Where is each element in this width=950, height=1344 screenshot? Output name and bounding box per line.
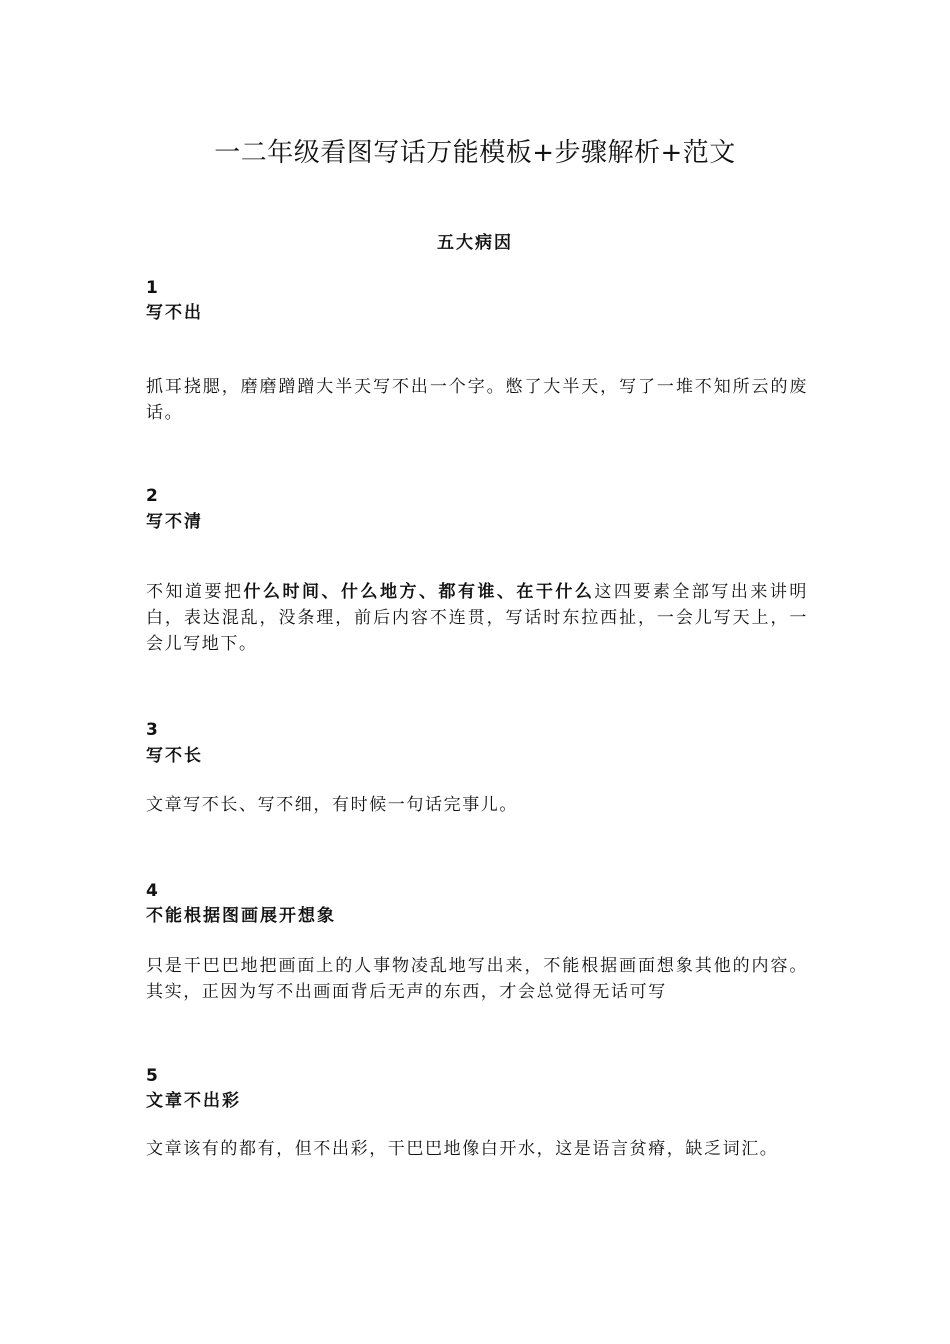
section-4-number: 4 — [146, 881, 158, 901]
section-1-heading: 写不出 — [146, 303, 203, 323]
section-3-number: 3 — [146, 720, 158, 740]
section-4-heading: 不能根据图画展开想象 — [146, 906, 336, 926]
section-5-text: 文章该有的都有，但不出彩，干巴巴地像白开水，这是语言贫瘠，缺乏词汇。 — [146, 1139, 779, 1159]
section-subtitle: 五大病因 — [437, 233, 513, 253]
section-2-text-rest: 这四要素全部写出来讲明白，表达混乱，没条理，前后内容不连贯，写话时东拉西扯，一会儿写天上，一会儿写地下。 — [146, 582, 808, 654]
section-3-heading: 写不长 — [146, 746, 203, 766]
section-4-text: 只是干巴巴地把画面上的人事物凌乱地写出来，不能根据画面想象其他的内容。其实，正因为写不出画面背后无声的东西，才会总觉得无话可写 — [146, 956, 808, 1002]
section-2-heading: 写不清 — [146, 512, 203, 532]
section-2-text — [146, 579, 808, 657]
section-2-text-emphasis: 什么时间、什么地方、都有谁、在干什么 — [243, 582, 595, 602]
section-2-text-lead: 不知道要把 — [146, 582, 244, 602]
section-2-number: 2 — [146, 486, 158, 506]
section-3-text: 文章写不长、写不细，有时候一句话完事儿。 — [146, 795, 518, 815]
section-5-number: 5 — [146, 1066, 158, 1086]
section-1-text: 抓耳挠腮，磨磨蹭蹭大半天写不出一个字。憋了大半天，写了一堆不知所云的废话。 — [146, 377, 808, 423]
document-title: 一二年级看图写话万能模板+步骤解析+范文 — [214, 138, 736, 168]
section-5-heading: 文章不出彩 — [146, 1091, 241, 1111]
section-1-number: 1 — [146, 278, 158, 298]
